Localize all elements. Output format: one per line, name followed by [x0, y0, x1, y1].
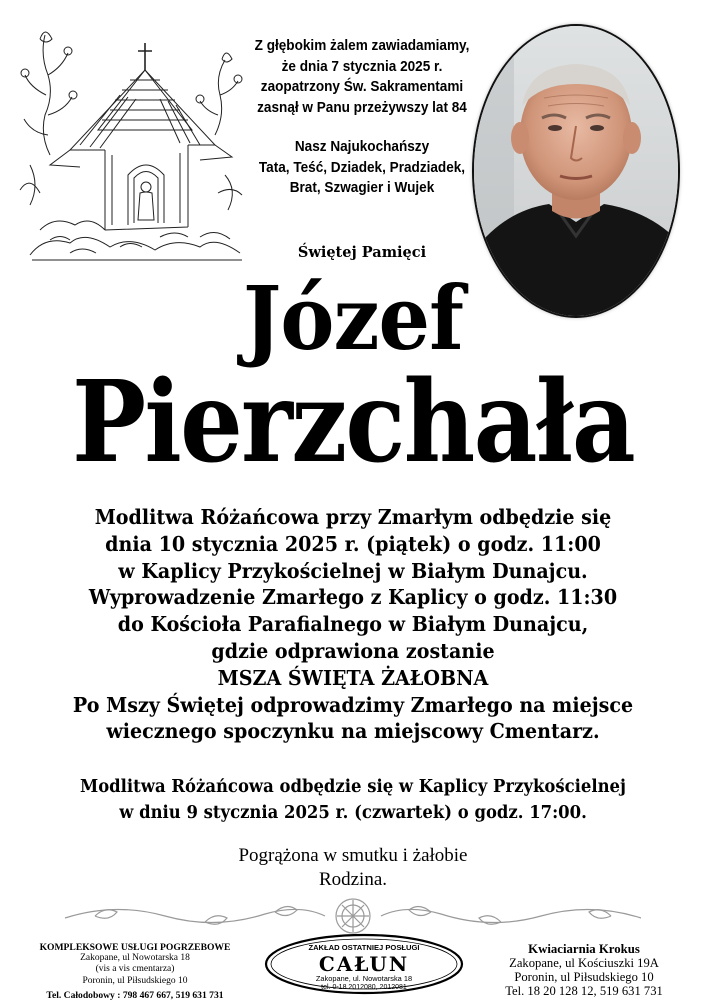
- intro-line: Z głębokim żalem zawiadamiamy,: [254, 38, 470, 54]
- mourning-signature: Rodzina.: [318, 869, 388, 890]
- funeral-services-info: [20, 942, 250, 1001]
- florist-phone: Tel. 18 20 128 12, 519 631 731: [505, 984, 663, 998]
- last-name: Pierzchała: [72, 357, 634, 488]
- rosary-line: Modlitwa Różańcowa odbędzie się w Kaplicy Przykościelnej: [80, 777, 626, 797]
- services-phone: Tel. Całodobowy : 798 467 667, 519 631 731: [46, 989, 224, 1001]
- memory-label: Świętej Pamięci: [297, 244, 427, 261]
- ceremony-line: Wyprowadzenie Zmarłego z Kaplicy o godz. 11:30: [88, 585, 618, 610]
- ceremony-line: Po Mszy Świętej odprowadzimy Zmarłego na miejsce: [72, 692, 634, 717]
- calun-phone: tel. 0-18 2012080, 2012081: [321, 984, 407, 991]
- intro-line: zasnął w Panu przeżywszy lat 84: [257, 99, 467, 116]
- mourning-line: Pogrążona w smutku i żałobie: [238, 845, 468, 866]
- florist-address: Zakopane, ul Kościuszki 19A: [509, 956, 659, 970]
- ceremony-line: do Kościoła Parafialnego w Białym Dunajcu,: [117, 612, 589, 637]
- calun-brand: CAŁUN: [318, 952, 410, 976]
- ceremony-line: wiecznego spoczynku na miejscowy Cmentarz.: [106, 719, 600, 744]
- calun-logo: [262, 932, 466, 996]
- mourning-note: [150, 844, 556, 892]
- calun-top-text: ZAKŁAD OSTATNIEJ POSŁUGI: [308, 943, 420, 952]
- rosary-line: w dniu 9 stycznia 2025 r. (czwartek) o godz. 17:00.: [119, 803, 587, 823]
- rosary-info: [10, 774, 696, 826]
- calun-address: Zakopane, ul. Nowotarska 18: [315, 974, 413, 983]
- services-address: Zakopane, ul Nowotarska 18: [80, 953, 190, 964]
- ceremony-line: gdzie odprawiona zostanie: [211, 638, 495, 663]
- family-line: Tata, Teść, Dziadek, Pradziadek,: [258, 159, 466, 176]
- family-line: Brat, Szwagier i Wujek: [289, 180, 435, 196]
- family-line: Nasz Najukochańszy: [294, 139, 430, 155]
- florist-title: Kwiaciarnia Krokus: [528, 942, 640, 956]
- ceremony-line: dnia 10 stycznia 2025 r. (piątek) o godz. 11:00: [105, 531, 601, 556]
- intro-block: [241, 36, 483, 199]
- services-address-note: (vis a vis cmentarza): [95, 964, 175, 975]
- intro-line: że dnia 7 stycznia 2025 r.: [281, 58, 443, 75]
- first-name: Józef: [242, 266, 464, 370]
- services-title: KOMPLEKSOWE USŁUGI POGRZEBOWE: [39, 942, 231, 953]
- florist-info: [478, 942, 690, 998]
- florist-address: Poronin, ul Piłsudskiego 10: [514, 970, 654, 984]
- ceremony-line: Modlitwa Różańcowa przy Zmarłym odbędzie się: [94, 505, 612, 529]
- intro-line: zaopatrzony Św. Sakramentami: [260, 79, 464, 95]
- ceremony-line: w Kaplicy Przykościelnej w Białym Dunajcu.: [118, 558, 588, 583]
- ceremony-line: MSZA ŚWIĘTA ŻAŁOBNA: [217, 665, 489, 690]
- ceremony-info: [10, 504, 696, 745]
- services-address: Poronin, ul Piłsudskiego 10: [82, 975, 188, 986]
- chapel-illustration: [10, 15, 250, 270]
